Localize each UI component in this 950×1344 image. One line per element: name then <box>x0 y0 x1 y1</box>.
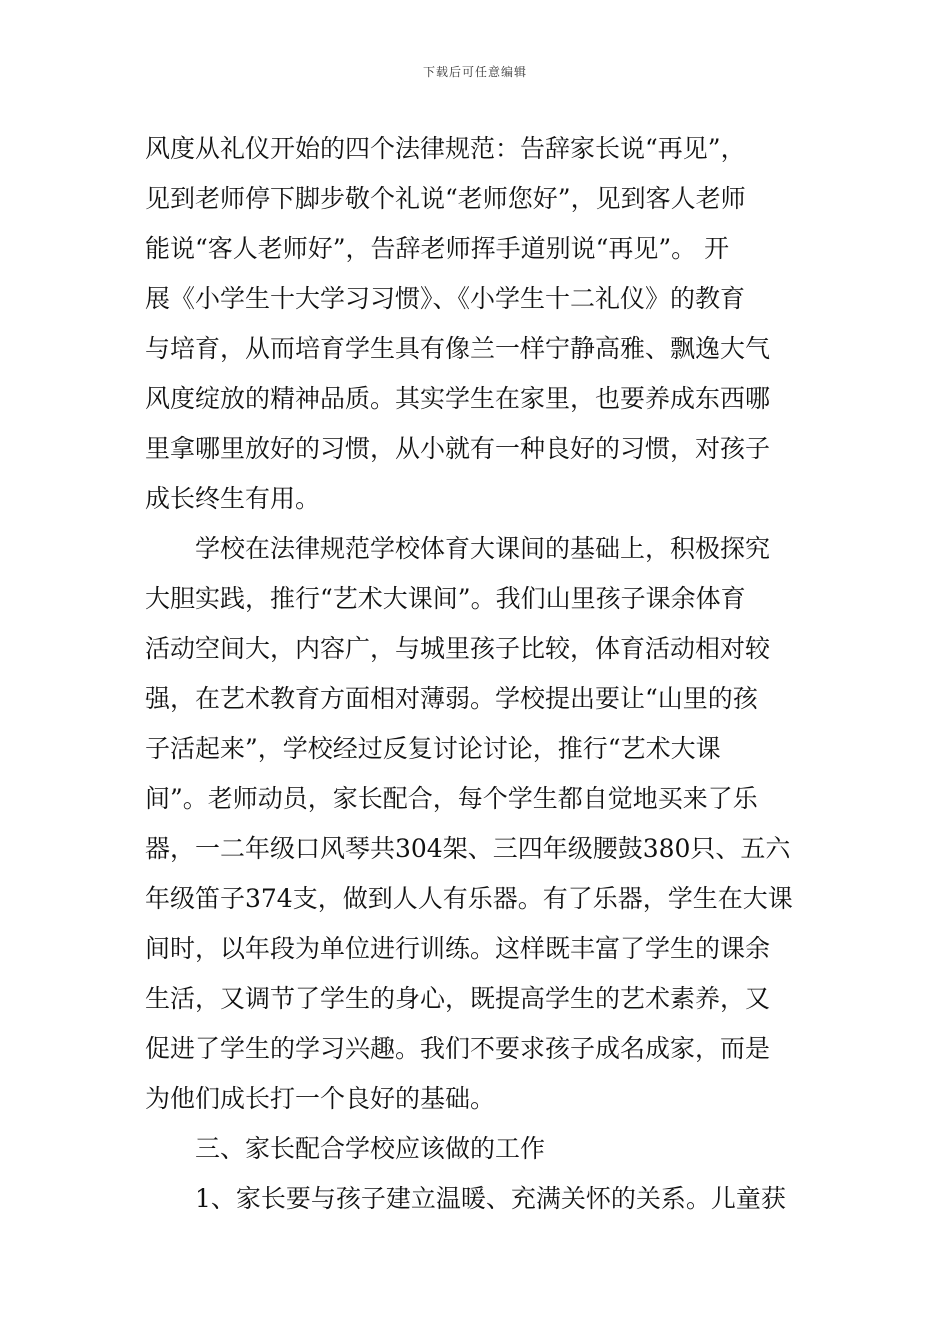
page-header: 下载后可任意编辑 <box>422 65 527 79</box>
text-line: 子活起来”，学校经过反复讨论讨论，推行“艺术大课 <box>145 734 721 763</box>
text-line: 风度绽放的精神品质。其实学生在家里，也要养成东西哪 <box>145 384 771 413</box>
text-line: 展《小学生十大学习习惯》、《小学生十二礼仪》的教育 <box>145 284 746 313</box>
text-line: 能说“客人老师好”，告辞老师挥手道别说“再见”。 开 <box>145 234 730 263</box>
text-line: 里拿哪里放好的习惯，从小就有一种良好的习惯，对孩子 <box>145 434 771 463</box>
text-line: 风度从礼仪开始的四个法律规范：告辞家长说“再见”， <box>145 134 746 163</box>
text-line: 生活，又调节了学生的身心，既提高学生的艺术素养，又 <box>145 984 771 1013</box>
text-line: 间”。老师动员，家长配合，每个学生都自觉地买来了乐 <box>145 784 758 813</box>
text-line: 促进了学生的学习兴趣。我们不要求孩子成名成家，而是 <box>145 1034 771 1063</box>
text-line: 大胆实践，推行“艺术大课间”。我们山里孩子课余体育 <box>145 584 746 613</box>
text-line: 见到老师停下脚步敬个礼说“老师您好”，见到客人老师 <box>145 184 746 213</box>
paragraph-start-line: 学校在法律规范学校体育大课间的基础上，积极探究 <box>195 534 771 563</box>
text-line: 年级笛子374支，做到人人有乐器。有了乐器，学生在大课 <box>145 884 793 913</box>
text-line: 成长终生有用。 <box>145 484 321 513</box>
text-line: 为他们成长打一个良好的基础。 <box>145 1084 496 1113</box>
text-line: 与培育，从而培育学生具有像兰一样宁静高雅、飘逸大气 <box>145 334 771 363</box>
text-line: 强，在艺术教育方面相对薄弱。学校提出要让“山里的孩 <box>145 684 758 713</box>
paragraph-start-line: 1、家长要与孩子建立温暖、充满关怀的关系。儿童获 <box>195 1184 786 1213</box>
section-heading: 三、家长配合学校应该做的工作 <box>195 1134 546 1163</box>
text-line: 间时，以年段为单位进行训练。这样既丰富了学生的课余 <box>145 934 771 963</box>
document-body <box>145 124 813 1224</box>
text-line: 器，一二年级口风琴共304架、三四年级腰鼓380只、五六 <box>145 834 791 863</box>
text-line: 活动空间大，内容广，与城里孩子比较，体育活动相对较 <box>145 634 771 663</box>
